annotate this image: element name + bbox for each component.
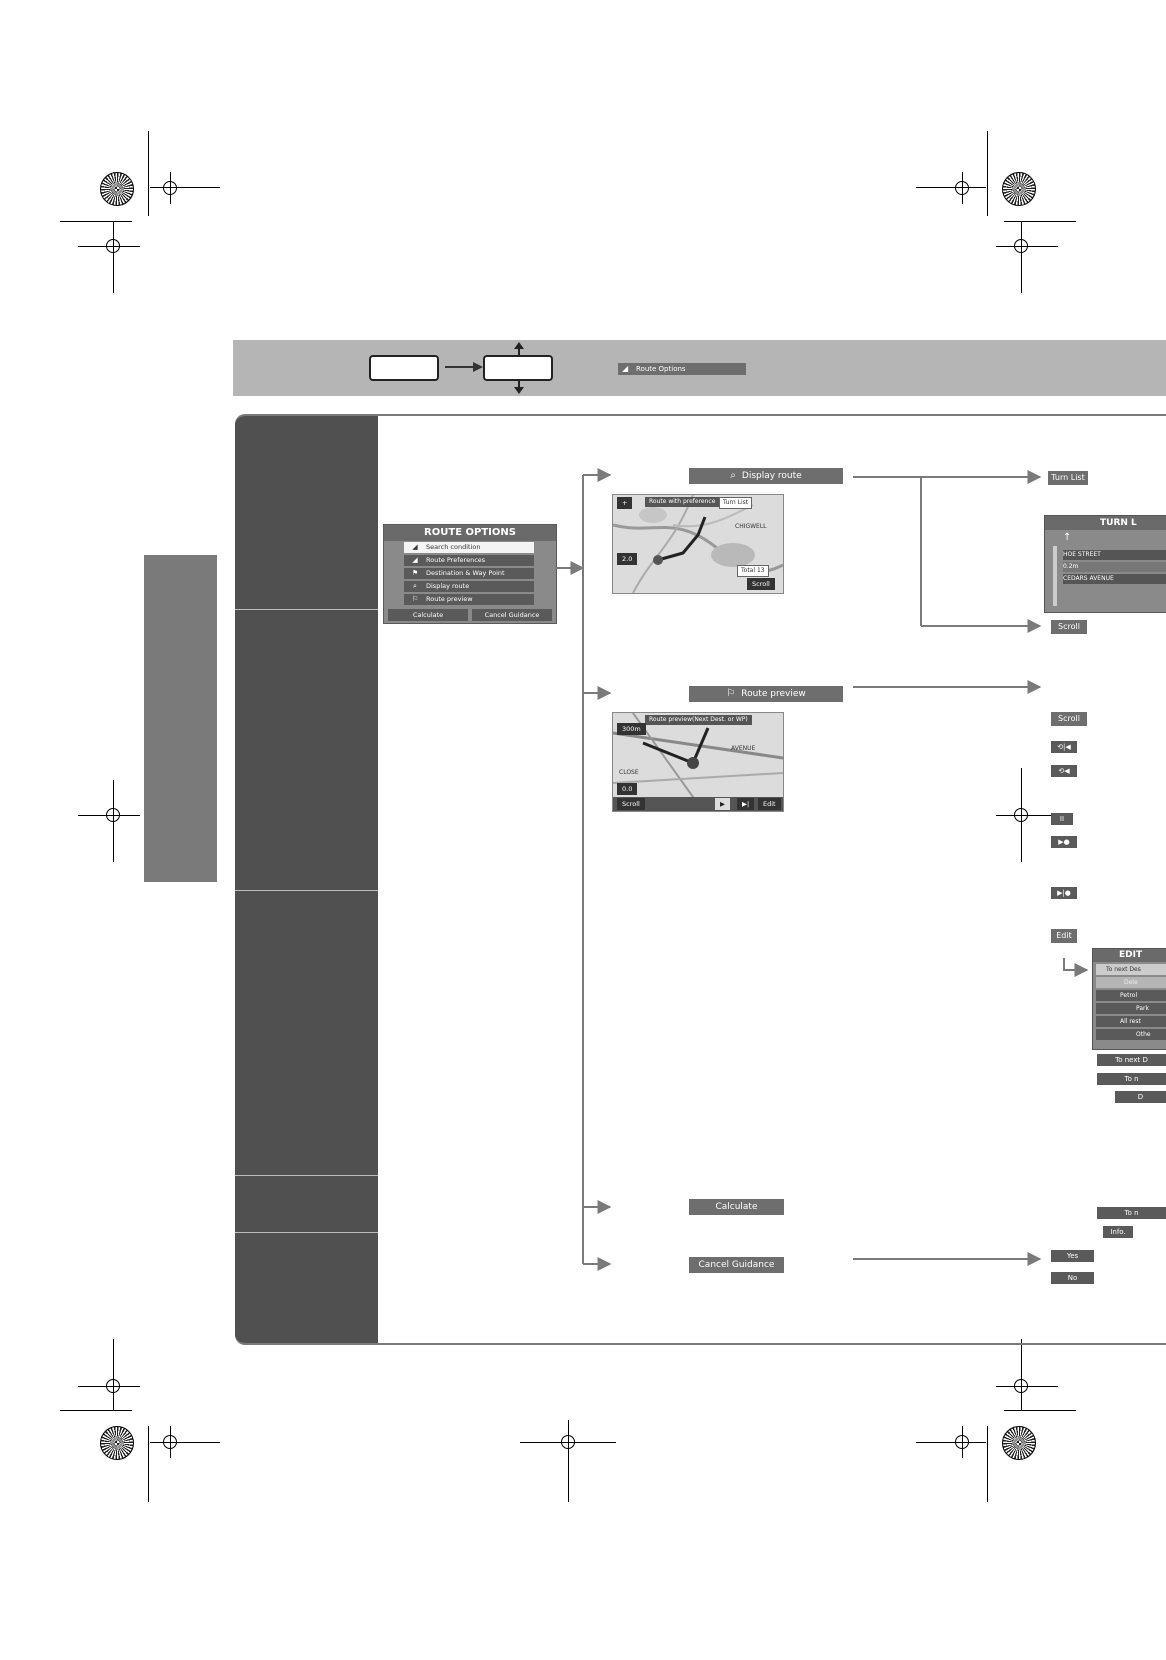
edit-row[interactable]: Othe: [1096, 1029, 1166, 1040]
edit-row[interactable]: All rest: [1096, 1016, 1166, 1027]
turn-list-title: TURN L: [1045, 516, 1166, 530]
edit-row[interactable]: Petrol: [1096, 990, 1166, 1001]
zoom-control[interactable]: 300m: [617, 723, 646, 735]
turn-list-row[interactable]: HOE STREET: [1063, 550, 1166, 560]
skip-back-icon[interactable]: ⟲|◀: [1051, 741, 1077, 753]
scale-indicator: 2.0: [617, 553, 637, 565]
up-arrow-icon: ↑: [1063, 532, 1072, 543]
edit-row[interactable]: Park: [1096, 1003, 1166, 1014]
edit-panel-title: EDIT: [1093, 949, 1166, 962]
edit-panel: [1092, 948, 1166, 1050]
display-route-button[interactable]: ⌕ Display route: [689, 468, 843, 484]
turn-list-row: 0.2m: [1063, 562, 1166, 572]
calculate-button[interactable]: Calculate: [689, 1199, 784, 1215]
menu-item-search-condition[interactable]: ◢ Search condition: [404, 542, 534, 553]
play-forward-icon[interactable]: ▶●: [1051, 836, 1077, 848]
route-icon: ◢: [412, 543, 418, 551]
play-button[interactable]: ▶: [715, 798, 730, 810]
calculate-button[interactable]: Calculate: [388, 609, 468, 621]
zoom-control[interactable]: +: [617, 497, 632, 509]
route-preview-icon: ⚐: [411, 595, 419, 603]
map-mode-tag: Route preview(Next Dest. or WP): [645, 715, 752, 725]
turn-list-panel: [1044, 515, 1166, 613]
edit-button[interactable]: Edit: [1051, 929, 1077, 943]
edit-row[interactable]: Dele: [1096, 977, 1166, 988]
pause-icon[interactable]: II: [1051, 813, 1073, 825]
turn-list-button[interactable]: Turn List: [1048, 471, 1088, 485]
skip-to-end-button[interactable]: ▶|: [737, 798, 754, 810]
map-edit-button[interactable]: Edit: [758, 798, 781, 810]
edit-row[interactable]: To next Des: [1096, 964, 1166, 975]
turn-list-scrollbar[interactable]: [1053, 546, 1057, 606]
total-distance: Total 13: [737, 565, 769, 577]
magnifier-icon: ⌕: [413, 582, 417, 590]
route-options-pill: ◢ Route Options: [618, 363, 746, 375]
map-mode-tag: Route with preference: [645, 497, 719, 507]
to-next-dest-button[interactable]: To next D: [1097, 1054, 1166, 1066]
turn-list-tab[interactable]: Turn List: [719, 497, 752, 509]
cancel-guidance-button[interactable]: Cancel Guidance: [689, 1257, 784, 1273]
delete-button[interactable]: D: [1115, 1091, 1166, 1103]
scroll-button[interactable]: Scroll: [1051, 620, 1087, 634]
skip-forward-icon[interactable]: ▶|●: [1051, 887, 1077, 899]
menu-item-route-preview[interactable]: ⚐ Route preview: [404, 594, 534, 605]
route-icon: ◢: [412, 556, 418, 564]
rewind-icon[interactable]: ⟲◀: [1051, 765, 1077, 777]
street-label: AVENUE: [731, 745, 756, 752]
to-next-button[interactable]: To n: [1097, 1073, 1166, 1085]
map-scroll-button[interactable]: Scroll: [747, 578, 775, 590]
route-preview-icon: ⚐: [726, 688, 736, 699]
flag-icon: ⚑: [411, 569, 419, 577]
route-preview-button[interactable]: ⚐ Route preview: [689, 686, 843, 702]
turn-list-row[interactable]: CEDARS AVENUE: [1063, 574, 1166, 584]
cancel-guidance-button[interactable]: Cancel Guidance: [472, 609, 552, 621]
menu-title: ROUTE OPTIONS: [384, 525, 556, 541]
yes-button[interactable]: Yes: [1051, 1250, 1094, 1262]
scroll-button[interactable]: Scroll: [1051, 712, 1087, 726]
to-next-button[interactable]: To n: [1097, 1207, 1166, 1219]
scale-indicator: 0.0: [617, 783, 637, 795]
menu-item-display-route[interactable]: ⌕ Display route: [404, 581, 534, 592]
map-scroll-button[interactable]: Scroll: [617, 798, 645, 810]
route-preview-map: [612, 712, 784, 812]
magnifier-icon: ⌕: [730, 470, 736, 481]
place-label: CHIGWELL: [735, 523, 767, 530]
info-button[interactable]: Info.: [1103, 1226, 1133, 1238]
display-route-map: [612, 494, 784, 594]
no-button[interactable]: No: [1051, 1272, 1094, 1284]
street-label: CLOSE: [619, 769, 639, 776]
route-options-icon: ◢: [622, 364, 629, 373]
menu-item-destination-way-point[interactable]: ⚑ Destination & Way Point: [404, 568, 534, 579]
menu-item-route-preferences[interactable]: ◢ Route Preferences: [404, 555, 534, 566]
